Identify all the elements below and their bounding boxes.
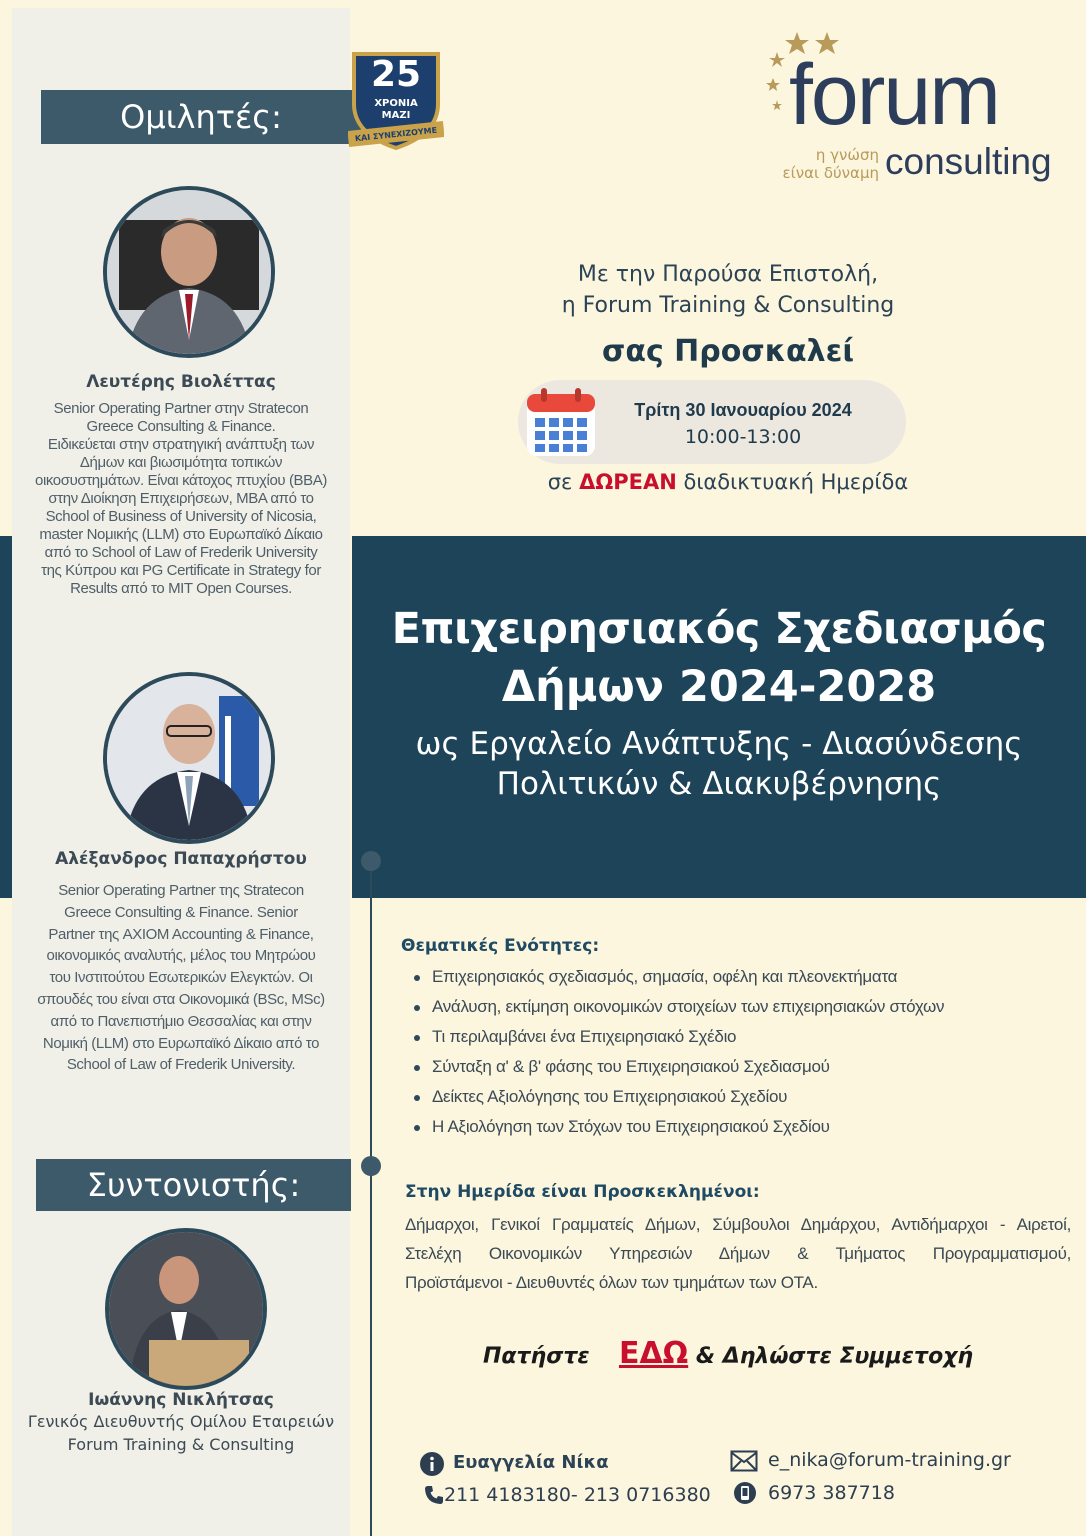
bio-line: σπουδές του είναι στα Οικονομικά (BSc, MSc) [37, 990, 325, 1008]
moderator-photo [105, 1228, 267, 1390]
bio-line: School of Business of University of Nicosia, [45, 508, 317, 525]
badge-ribbon: ΚΑΙ ΣΥΝΕΧΙΖΟΥΜΕ [354, 125, 438, 144]
timeline-line [370, 860, 372, 1536]
timeline-dot [361, 851, 381, 871]
subtitle-line-2: Πολιτικών & Διακυβέρνησης [496, 766, 942, 802]
forum-consulting-logo [765, 30, 1065, 200]
bio-line: από το Πανεπιστήμιο Θεσσαλίας και στην [50, 1012, 312, 1030]
bio-line: του Ινστιτούτου Εσωτερικών Ελεγκτών. Οι [49, 969, 313, 987]
list-item: Σύνταξη α' & β' φάσης του Επιχειρησιακού Σχεδιασμού [432, 1052, 1086, 1082]
logo-brand: forum [789, 47, 999, 143]
bio-line: Δήμων και βιωσιμότητα τοπικών [79, 454, 283, 471]
timeline-dot [361, 1156, 381, 1176]
contact-phones: 211 4183180- 213 0716380 [444, 1484, 711, 1506]
bio-line: στην Διοίκηση Επιχειρήσεων, MBA από το [48, 490, 314, 507]
list-item: Η Αξιολόγηση των Στόχων του Επιχειρησιακού Σχεδίου [432, 1112, 1086, 1142]
person-icon [107, 676, 271, 840]
invite-heading: σας Προσκαλεί [601, 334, 855, 369]
invited-text [405, 1210, 1071, 1297]
speaker-bio-1 [12, 400, 350, 598]
logo-sub: consulting [885, 141, 1052, 182]
speakers-heading: Ομιλητές: [41, 90, 361, 144]
title-band [352, 536, 1086, 898]
bio-line: από το School of Law of Frederik University [44, 544, 318, 561]
free-prefix: σε [547, 470, 573, 494]
bio-line: Greece Consulting & Finance. Senior [64, 903, 298, 921]
bio-line: School of Law of Frederik University. [66, 1056, 296, 1074]
contact-email: e_nika@forum-training.gr [768, 1449, 1011, 1471]
badge-line1: ΧΡΟΝΙΑ [374, 98, 418, 109]
moderator-heading: Συντονιστής: [36, 1159, 351, 1211]
free-event-line [370, 470, 1086, 494]
logo-tagline-1: η γνώση [815, 146, 879, 164]
cta-prefix: Πατήστε [482, 1344, 590, 1369]
list-item: Ανάλυση, εκτίμηση οικονομικών στοιχείων των επιχειρησιακών στόχων [432, 992, 1086, 1022]
speaker-name-2: Αλέξανδρος Παπαχρήστου [55, 849, 307, 869]
topics-heading: Θεματικές Ενότητες: [401, 936, 600, 956]
contact-name: Ευαγγελία Νίκα [453, 1452, 609, 1473]
person-icon [107, 190, 271, 354]
topics-list [402, 962, 1086, 1142]
left-band-edge [0, 536, 12, 898]
title-line-1: Επιχειρησιακός Σχεδιασμός [391, 604, 1047, 654]
subtitle-line-1: ως Εργαλείο Ανάπτυξης - Διασύνδεσης [415, 726, 1023, 762]
invited-line: Προϊστάμενοι - Διευθυντές όλων των τμημάτων των ΟΤΑ. [405, 1273, 818, 1292]
moderator-name: Ιωάννης Νικλήτσας [88, 1390, 274, 1410]
invited-heading: Στην Ημερίδα είναι Προσκεκλημένοι: [405, 1182, 760, 1202]
badge-number: 25 [370, 54, 422, 95]
phone-icon [424, 1485, 444, 1505]
bio-line: master Νομικής (LLM) στο Ευρωπαϊκό Δίκαιο [39, 526, 323, 543]
bio-line: Results από το MIT Open Courses. [70, 580, 292, 597]
intro-line-1: Με την Παρούσα Επιστολή, [577, 262, 879, 287]
bio-line: οικοσυστημάτων. Είναι κάτοχος πτυχίου (BBA) [35, 472, 327, 489]
bio-line: Ειδικεύεται στην στρατηγική ανάπτυξη των [47, 436, 315, 453]
invited-line: Στελέχη Οικονομικών Υπηρεσιών Δήμων & Τμήματος Προγραμματισμού, [405, 1244, 1071, 1263]
person-icon [109, 1232, 263, 1386]
moderator-role-2: Forum Training & Consulting [67, 1435, 295, 1454]
bio-line: Senior Operating Partner στην Stratecon [53, 400, 309, 417]
speaker-name-1: Λευτέρης Βιολέττας [86, 372, 276, 392]
free-suffix: διαδικτυακή Ημερίδα [683, 470, 909, 494]
cta-suffix: & Δηλώστε Συμμετοχή [695, 1344, 974, 1369]
bio-line: Partner της AXIOM Accounting & Finance, [48, 925, 314, 943]
bio-line: οικονομικός αναλυτής, μέλος του Μητρώου [46, 947, 316, 965]
speaker-photo-2 [103, 672, 275, 844]
list-item: Δείκτες Αξιολόγησης του Επιχειρησιακού Σχεδίου [432, 1082, 1086, 1112]
list-item: Τι περιλαμβάνει ένα Επιχειρησιακό Σχέδιο [432, 1022, 1086, 1052]
email-icon [730, 1450, 758, 1472]
free-word: ΔΩΡΕΑΝ [579, 470, 677, 494]
invited-line: Δήμαρχοι, Γενικοί Γραμματείς Δήμων, Σύμβουλοι Δημάρχου, Αντιδήμαρχοι - Αιρετοί, [405, 1215, 1071, 1234]
contact-mobile: 6973 387718 [768, 1482, 895, 1504]
logo-tagline-2: είναι δύναμη [782, 164, 879, 182]
title-line-2: Δήμων 2024-2028 [501, 662, 937, 712]
list-item: Επιχειρησιακός σχεδιασμός, σημασία, οφέλη και πλεονεκτήματα [432, 962, 1086, 992]
info-icon [420, 1452, 444, 1476]
event-time: 10:00-13:00 [684, 426, 802, 448]
badge-line2: ΜΑΖΙ [381, 110, 411, 121]
speaker-photo-1 [103, 186, 275, 358]
event-date: Τρίτη 30 Ιανουαρίου 2024 [634, 400, 852, 420]
bio-line: Senior Operating Partner της Stratecon [58, 882, 304, 899]
intro-line-2: η Forum Training & Consulting [561, 293, 895, 318]
bio-line: της Κύπρου και PG Certificate in Strategy for [41, 562, 321, 579]
anniversary-badge [348, 48, 444, 152]
register-link[interactable]: ΕΔΩ [618, 1336, 689, 1371]
moderator-role-1: Γενικός Διευθυντής Ομίλου Εταιρειών [27, 1412, 335, 1431]
bio-line: Greece Consulting & Finance. [86, 418, 276, 435]
calendar-icon [525, 388, 597, 458]
speaker-bio-2 [12, 880, 350, 1076]
bio-line: Νομική (LLM) στο Ευρωπαϊκό Δίκαιο από το [42, 1034, 320, 1052]
registration-cta [370, 1336, 1086, 1371]
mobile-icon [734, 1481, 756, 1505]
